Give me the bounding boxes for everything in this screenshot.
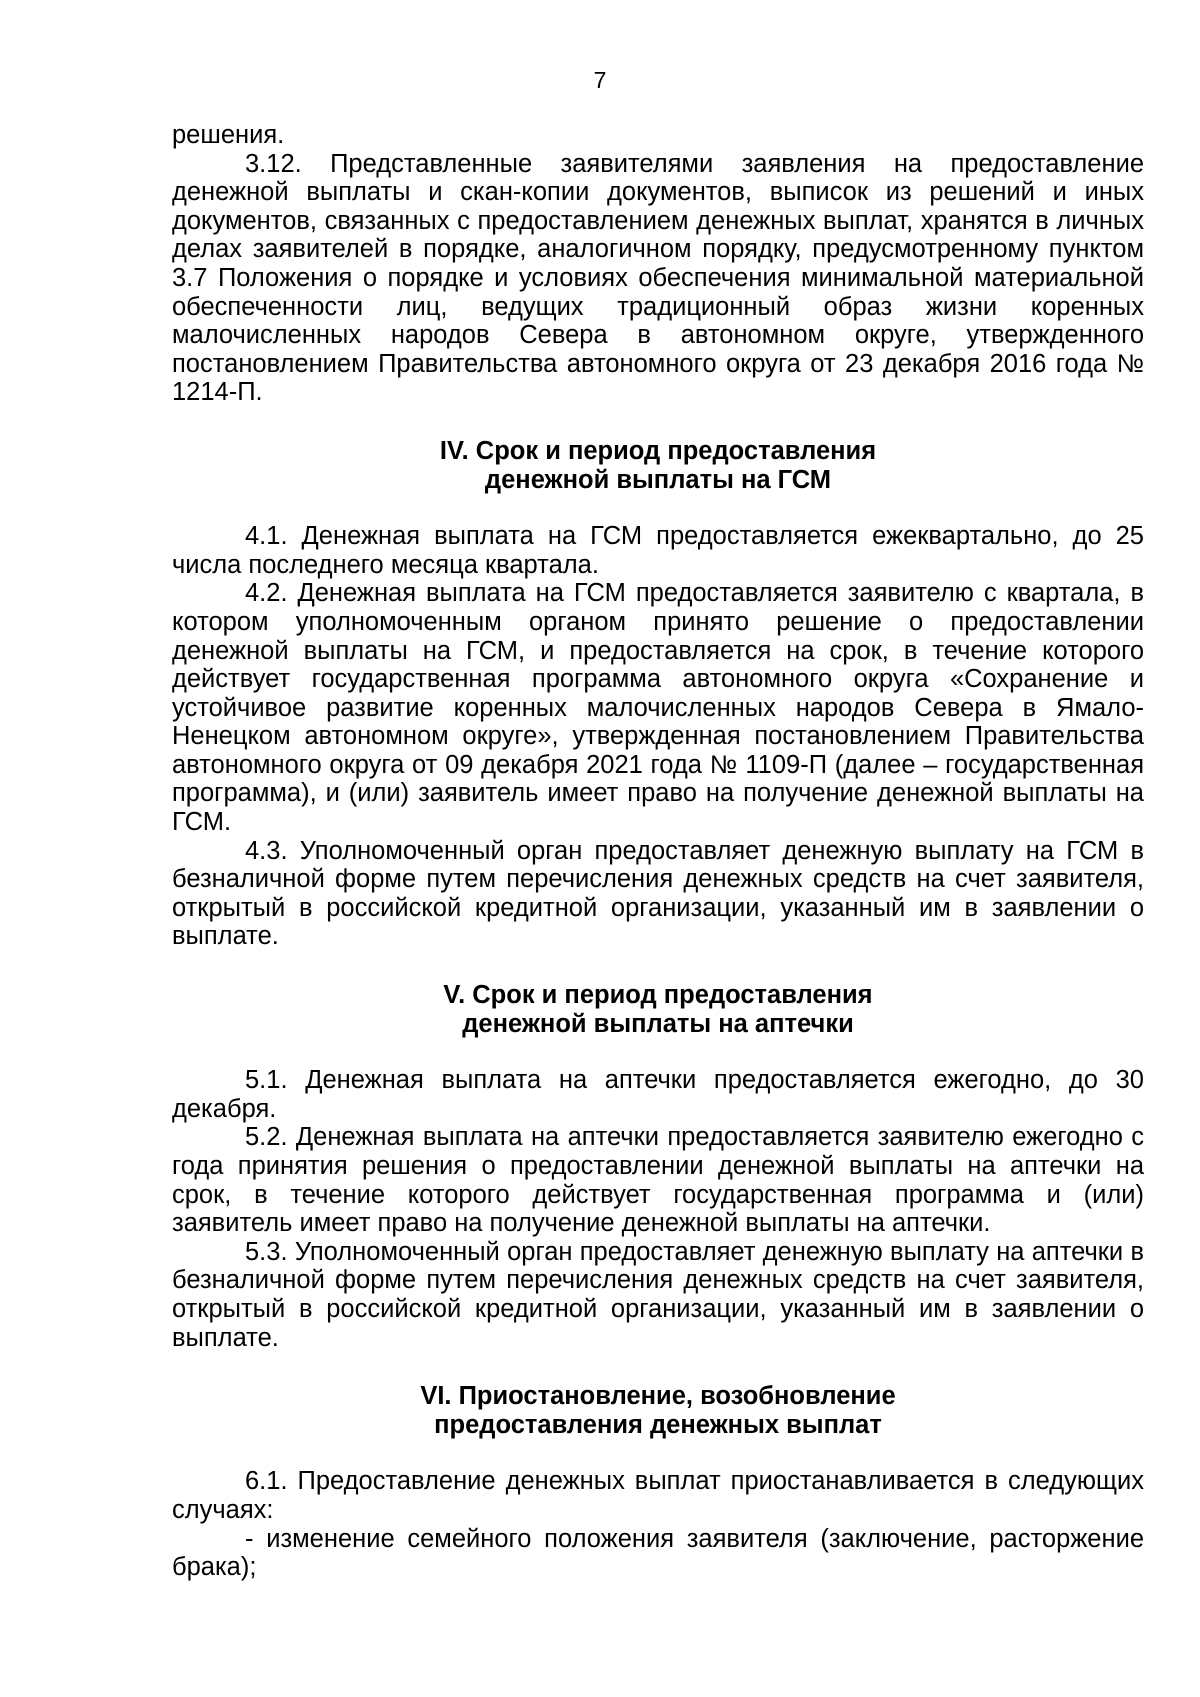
paragraph-5-2: 5.2. Денежная выплата на аптечки предоставляется заявителю ежегодно с года принятия решения о предоставлении денежной выплаты на аптечки на срок, в течение которого действует государственная программа и (или) заявитель имеет право на получение денежной выплаты на аптечки.: [172, 1123, 1144, 1238]
section-5-title-line-2: денежной выплаты на аптечки: [462, 1009, 854, 1038]
paragraph-4-3: 4.3. Уполномоченный орган предоставляет денежную выплату на ГСМ в безналичной форме путем перечисления денежных средств на счет заявителя, открытый в российской кредитной организации, указанный им в заявлении о выплате.: [172, 836, 1144, 951]
paragraph-4-1: 4.1. Денежная выплата на ГСМ предоставляется ежеквартально, до 25 числа последнего месяца квартала.: [172, 522, 1144, 579]
paragraph-5-1: 5.1. Денежная выплата на аптечки предоставляется ежегодно, до 30 декабря.: [172, 1066, 1144, 1123]
section-4-title-line-1: IV. Срок и период предоставления: [439, 436, 877, 465]
section-6-heading: [172, 1382, 1144, 1439]
section-6-title-line-2: предоставления денежных выплат: [434, 1410, 882, 1439]
section-5-title-line-1: V. Срок и период предоставления: [443, 981, 873, 1010]
continuation-text: решения.: [172, 121, 285, 149]
section-4-title-line-2: денежной выплаты на ГСМ: [484, 465, 832, 494]
document-body: [172, 121, 1144, 1582]
section-4-heading: [172, 437, 1144, 494]
paragraph-4-2: 4.2. Денежная выплата на ГСМ предоставляется заявителю с квартала, в котором уполномоченным органом принято решение о предоставлении денежной выплаты на ГСМ, и предоставляется на срок, в течение которого действует государственная программа автономного округа «Сохранение и устойчивое развитие коренных малочисленных народов Севера в Ямало-Ненецком автономном округе», утвержденная постановлением Правительства автономного округа от 09 декабря 2021 года № 1109-П (далее – государственная программа), и (или) заявитель имеет право на получение денежной выплаты на ГСМ.: [172, 579, 1144, 837]
paragraph-6-1-item-1: - изменение семейного положения заявителя (заключение, расторжение брака);: [172, 1524, 1144, 1582]
section-5-heading: [172, 981, 1144, 1038]
paragraph-6-1: 6.1. Предоставление денежных выплат приостанавливается в следующих случаях:: [172, 1467, 1144, 1524]
section-6-title-line-1: VI. Приостановление, возобновление: [420, 1382, 896, 1411]
paragraph-5-3: 5.3. Уполномоченный орган предоставляет денежную выплату на аптечки в безналичной форме путем перечисления денежных средств на счет заявителя, открытый в российской кредитной организации, указанный им в заявлении о выплате.: [172, 1237, 1144, 1352]
paragraph-3-12: 3.12. Представленные заявителями заявления на предоставление денежной выплаты и скан-копии документов, выписок из решений и иных документов, связанных с предоставлением денежных выплат, хранятся в личных делах заявителей в порядке, аналогичном порядку, предусмотренному пунктом 3.7 Положения о порядке и условиях обеспечения минимальной материальной обеспеченности лиц, ведущих традиционный образ жизни коренных малочисленных народов Севера в автономном округе, утвержденного постановлением Правительства автономного округа от 23 декабря 2016 года № 1214-П.: [172, 149, 1144, 407]
page-number: 7: [593, 67, 607, 93]
